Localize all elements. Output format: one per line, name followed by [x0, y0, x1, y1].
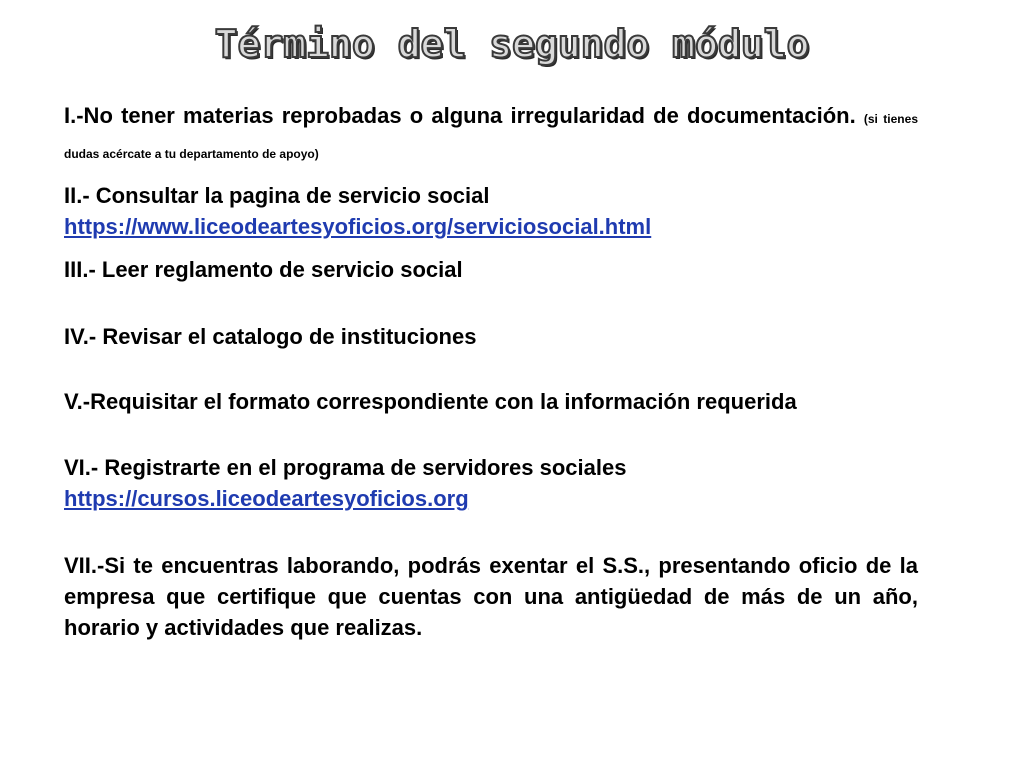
list-item-3 [64, 254, 918, 285]
slide-title: Término del segundo módulo [214, 22, 810, 66]
requirements-list [64, 100, 918, 643]
item-5-text: V.-Requisitar el formato correspondiente con la información requerida [64, 389, 797, 414]
list-item-2 [64, 180, 918, 242]
registration-link[interactable]: https://cursos.liceodeartesyoficios.org [64, 486, 469, 511]
list-item-6 [64, 452, 918, 514]
list-item-4 [64, 321, 918, 352]
item-1-note: (si tienes dudas acércate a tu departamento de apoyo) [64, 112, 918, 161]
item-1-text: I.-No tener materias reprobadas o alguna irregularidad de documentación. [64, 103, 856, 128]
item-4-text: IV.- Revisar el catalogo de instituciones [64, 324, 477, 349]
item-6-text: VI.- Registrarte en el programa de servidores sociales [64, 455, 627, 480]
item-7-text: VII.-Si te encuentras laborando, podrás exentar el S.S., presentando oficio de la empresa que certifique que cuentas con una antigüedad de más de un año, horario y actividades que realizas. [64, 553, 918, 640]
list-item-1 [64, 100, 918, 170]
list-item-7 [64, 550, 918, 643]
list-item-5 [64, 386, 918, 417]
item-2-text: II.- Consultar la pagina de servicio social [64, 183, 490, 208]
service-page-link[interactable]: https://www.liceodeartesyoficios.org/serviciosocial.html [64, 214, 652, 239]
item-3-text: III.- Leer reglamento de servicio social [64, 257, 463, 282]
